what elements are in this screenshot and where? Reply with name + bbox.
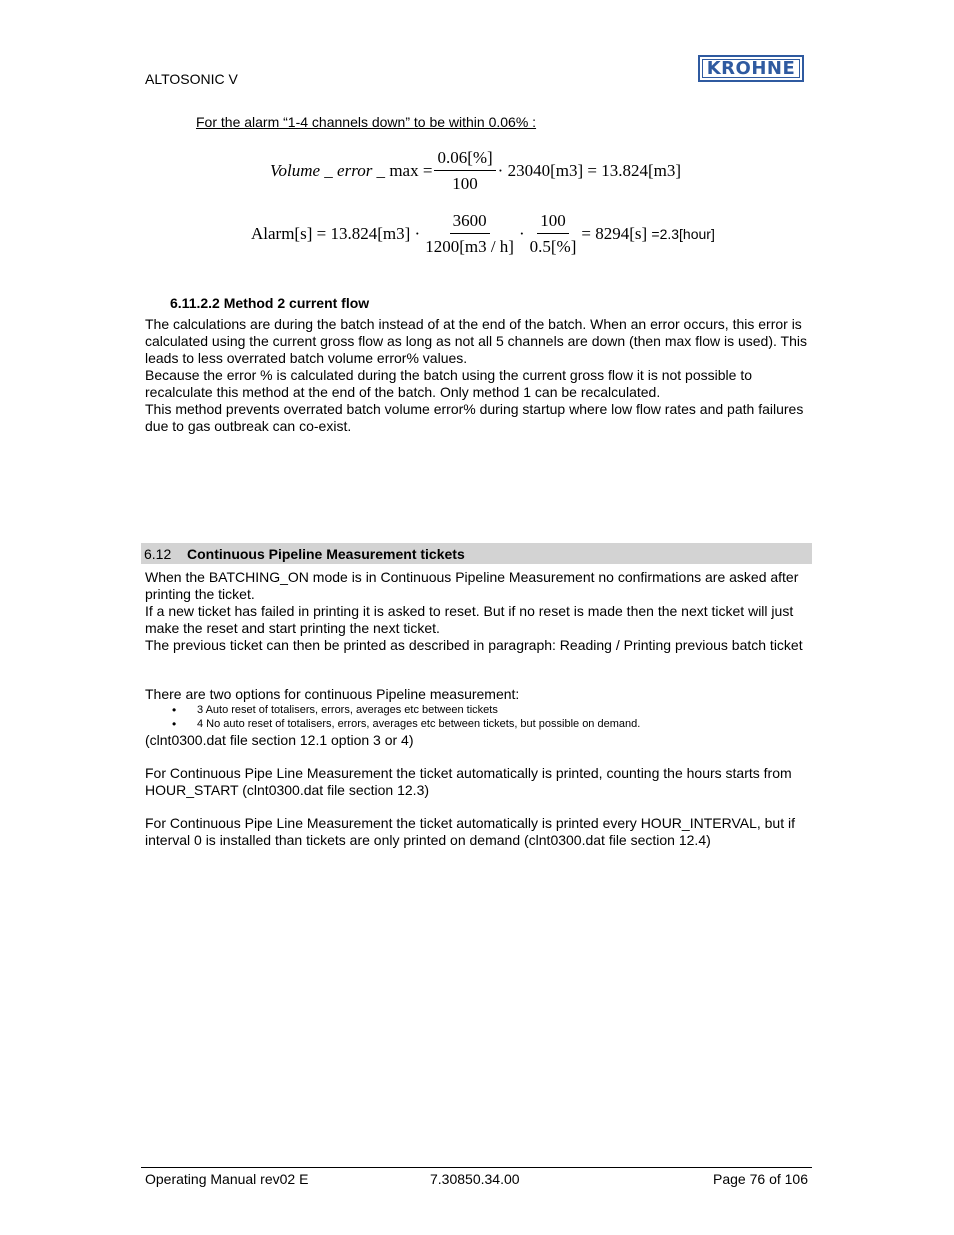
eq2-lhs: Alarm[s] = 13.824[m3] [251,224,411,243]
footer-divider [141,1167,812,1168]
eq2-hours: =2.3[hour] [651,226,715,242]
eq2-result: = 8294[s] [581,224,648,243]
list-item: • 3 Auto reset of totalisers, errors, averages etc between tickets [172,703,640,717]
hour-interval-paragraph: For Continuous Pipe Line Measurement the ticket automatically is printed every HOUR_INTERVAL, but if interval 0 is installed than tickets are only printed on demand (clnt0300.dat file section 12.4) [145,815,795,848]
section-6-12-heading [141,543,812,564]
volume-error-equation [270,148,681,194]
hour-start-paragraph: For Continuous Pipe Line Measurement the ticket automatically is printed, counting the hours starts from HOUR_START (clnt0300.dat file section 12.3) [145,765,792,798]
footer-page-number: Page 76 of 106 [713,1171,808,1187]
paragraph: When the BATCHING_ON mode is in Continuous Pipeline Measurement no confirmations are asked after printing the ticket. [145,569,799,602]
options-list [172,703,640,731]
options-reference: (clnt0300.dat file section 12.1 option 3 or 4) [145,732,414,748]
eq1-denominator: 100 [452,174,478,193]
options-intro: There are two options for continuous Pipeline measurement: [145,686,520,702]
section-title: Continuous Pipeline Measurement tickets [187,545,465,562]
eq2-dot-1: · [414,224,421,243]
eq1-rest: 23040[m3] = 13.824[m3] [507,161,682,180]
footer-doc-number: 7.30850.34.00 [430,1171,520,1187]
paragraph: Because the error % is calculated during the batch using the current gross flow it is not possible to recalculate this method at the end of the batch. Only method 1 can be recalculated. [145,367,752,400]
krohne-logo [698,55,804,82]
paragraph: The calculations are during the batch instead of at the end of the batch. When an error occurs, this error is calculated using the current gross flow as long as not all 5 channels are down (then max flow is used). This leads to less overrated batch volume error% values. [145,316,807,366]
logo-text: KROHNE [702,59,800,78]
eq2-dot-2: · [518,224,525,243]
eq2-f2-numerator: 100 [537,211,569,234]
eq2-f1-numerator: 3600 [450,211,490,234]
eq1-numerator: 0.06[%] [434,148,495,171]
section-6-11-2-2-heading: 6.11.2.2 Method 2 current flow [170,295,370,311]
paragraph: If a new ticket has failed in printing it is asked to reset. But if no reset is made then the next ticket will just make the reset and start printing the next ticket. [145,603,794,636]
section-6-11-2-2-body [145,316,813,435]
eq1-fraction [434,148,495,194]
eq2-fraction-1 [422,211,517,257]
footer-manual: Operating Manual rev02 E [145,1171,309,1187]
alarm-condition-heading: For the alarm “1-4 channels down” to be within 0.06% : [196,114,537,130]
paragraph: This method prevents overrated batch volume error% during startup where low flow rates and path failures due to gas outbreak can co-exist. [145,401,804,434]
eq1-dot: · [497,161,504,180]
eq2-f1-denominator: 1200[m3 / h] [425,237,514,256]
section-number: 6.12 [144,545,172,562]
eq1-max: max [389,161,419,180]
paragraph: The previous ticket can then be printed as described in paragraph: Reading / Printing previous batch ticket [145,637,803,653]
header-product-name: ALTOSONIC V [145,71,238,87]
eq2-fraction-2 [527,211,580,257]
eq2-f2-denominator: 0.5[%] [529,237,577,256]
alarm-time-equation [251,211,715,257]
section-6-12-intro [145,569,813,654]
eq1-equals: = [422,161,433,180]
eq1-lhs: Volume _ error _ [270,161,386,180]
list-item: • 4 No auto reset of totalisers, errors, averages etc between tickets, but possible on demand. [172,717,640,731]
